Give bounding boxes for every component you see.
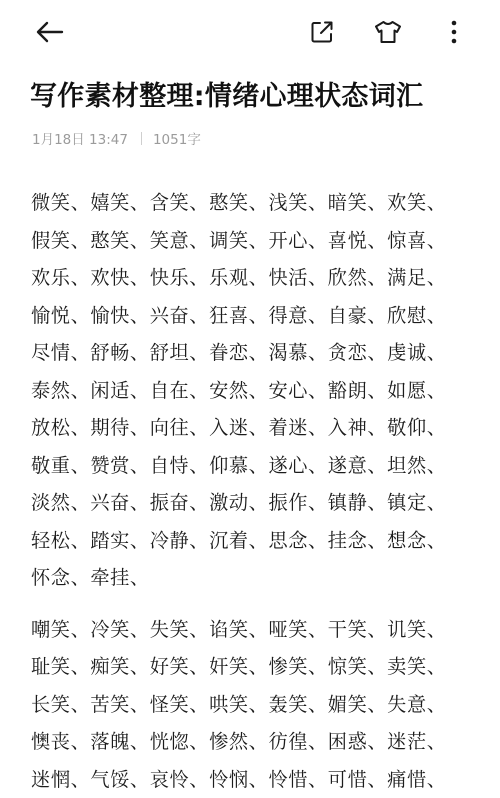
note-text-line: 尽情、舒畅、舒坦、眷恋、渴慕、贪恋、虔诚、	[31, 334, 491, 372]
note-paragraph	[31, 611, 491, 798]
arrow-left-icon	[35, 20, 65, 44]
top-toolbar	[0, 0, 500, 64]
meta-divider	[141, 132, 142, 145]
t-shirt-icon	[373, 19, 403, 45]
note-text-line: 欢乐、欢快、快乐、乐观、快活、欣然、满足、	[31, 259, 491, 297]
note-meta	[32, 128, 201, 148]
note-text-line: 耻笑、痴笑、好笑、奸笑、惨笑、惊笑、卖笑、	[31, 648, 491, 686]
note-text-line: 愉悦、愉快、兴奋、狂喜、得意、自豪、欣慰、	[31, 297, 491, 335]
note-text-line: 迷惘、气馁、哀怜、怜悯、怜惜、可惜、痛惜、	[31, 761, 491, 798]
note-date: 1月18日 13:47	[32, 128, 128, 148]
theme-button[interactable]	[370, 14, 406, 50]
note-paragraph	[31, 184, 491, 597]
note-text-line: 假笑、憨笑、笑意、调笑、开心、喜悦、惊喜、	[31, 222, 491, 260]
note-text-line: 嘲笑、冷笑、失笑、谄笑、哑笑、干笑、讥笑、	[31, 611, 491, 649]
note-text-line: 淡然、兴奋、振奋、激动、振作、镇静、镇定、	[31, 484, 491, 522]
vertical-dots-icon	[450, 19, 458, 45]
note-text-line: 敬重、赞赏、自恃、仰慕、遂心、遂意、坦然、	[31, 447, 491, 485]
note-body[interactable]	[31, 184, 491, 798]
note-text-line: 放松、期待、向往、入迷、着迷、入神、敬仰、	[31, 409, 491, 447]
share-button[interactable]	[304, 14, 340, 50]
more-options-button[interactable]	[436, 14, 472, 50]
note-word-count: 1051字	[153, 128, 201, 148]
note-text-line: 长笑、苦笑、怪笑、哄笑、轰笑、媚笑、失意、	[31, 686, 491, 724]
note-text-line: 微笑、嬉笑、含笑、憨笑、浅笑、暗笑、欢笑、	[31, 184, 491, 222]
note-text-line: 怀念、牵挂、	[31, 559, 491, 597]
note-text-line: 懊丧、落魄、恍惚、惨然、彷徨、困惑、迷茫、	[31, 723, 491, 761]
share-icon	[309, 19, 335, 45]
note-title: 写作素材整理:情绪心理状态词汇	[30, 74, 480, 113]
note-text-line: 泰然、闲适、自在、安然、安心、豁朗、如愿、	[31, 372, 491, 410]
back-button[interactable]	[32, 14, 68, 50]
note-text-line: 轻松、踏实、冷静、沉着、思念、挂念、想念、	[31, 522, 491, 560]
